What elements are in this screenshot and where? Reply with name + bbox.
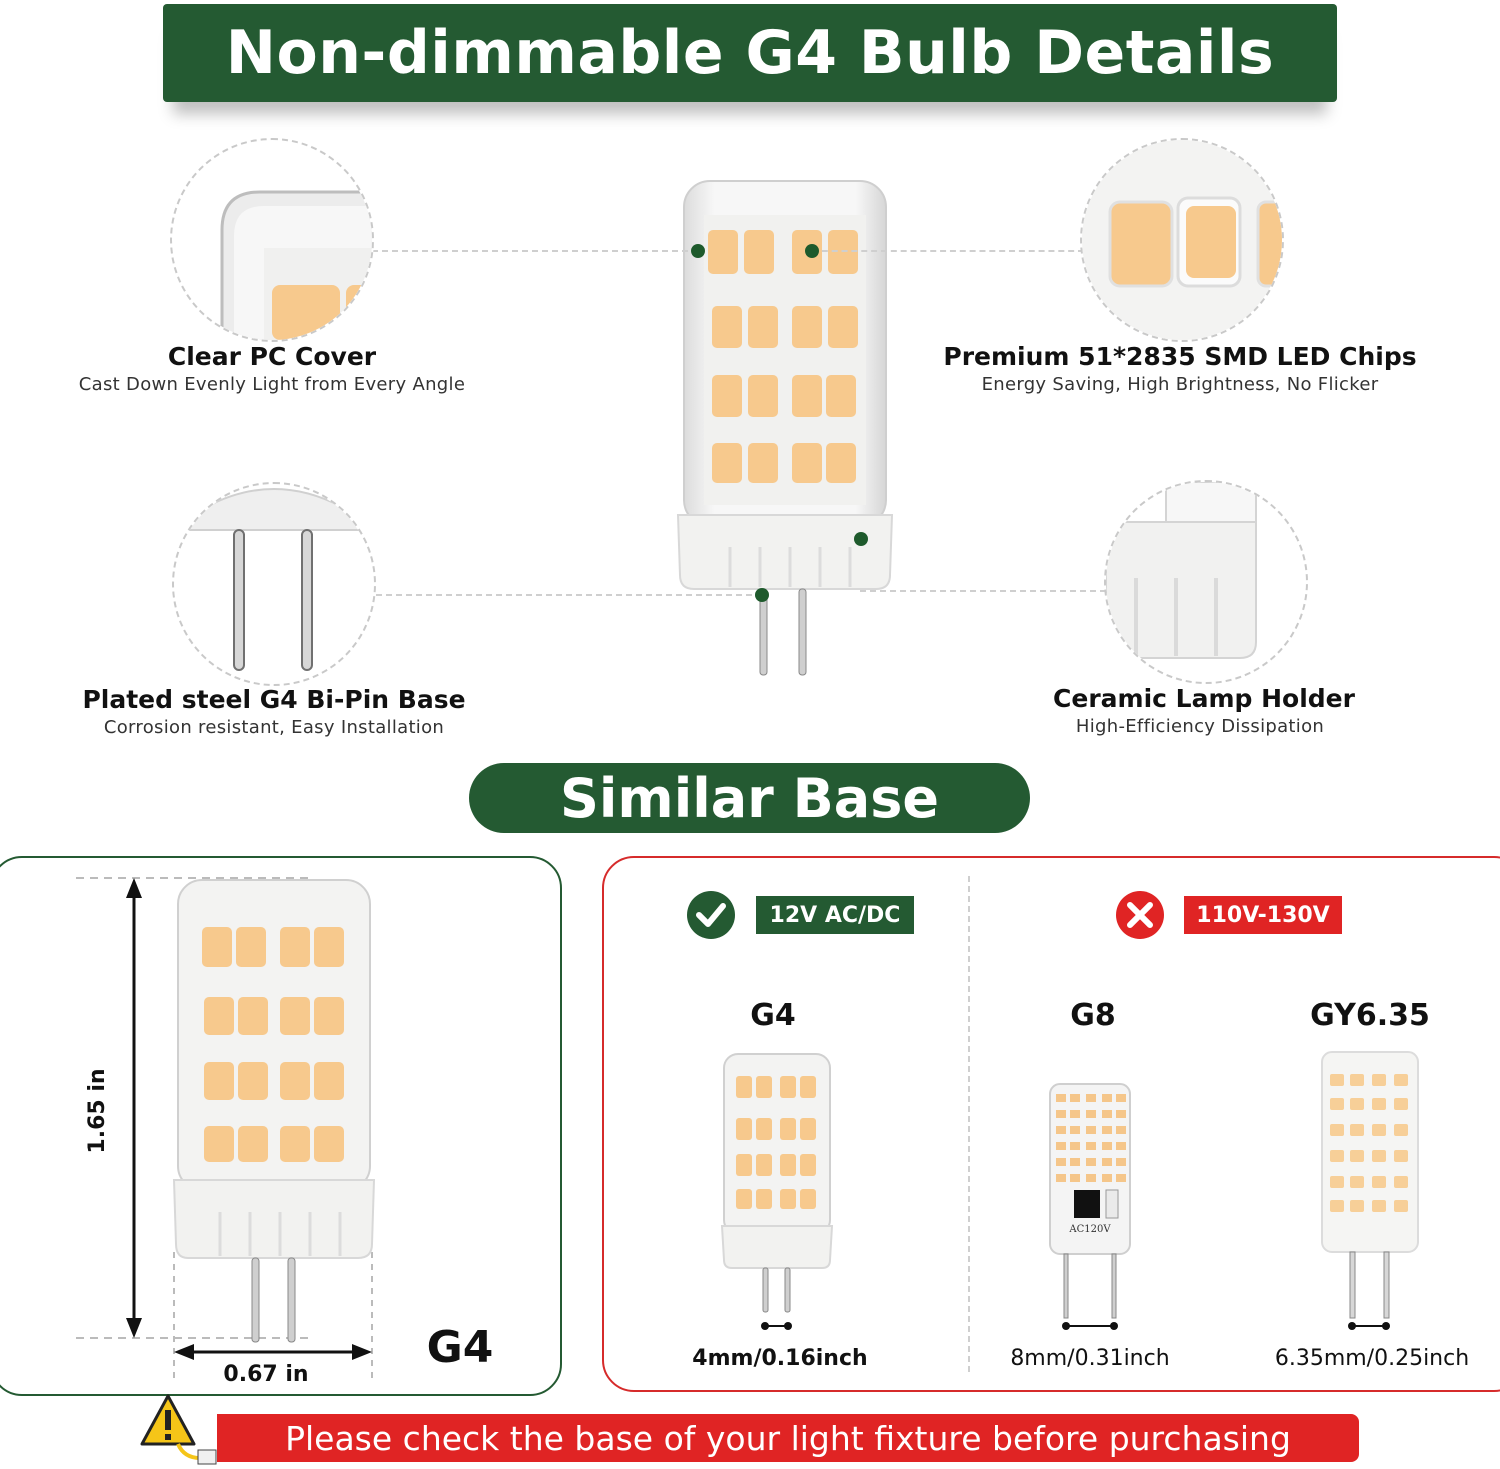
callout-line-chips — [812, 250, 1084, 252]
feature-subtitle-chips: Energy Saving, High Brightness, No Flicker — [981, 374, 1379, 395]
chips-closeup-circle — [1080, 138, 1284, 342]
compare-divider — [968, 876, 970, 1372]
callout-line-base — [376, 594, 762, 596]
main-bulb-image — [670, 175, 900, 705]
base-type-label: G4 — [426, 1322, 494, 1373]
holder-closeup-image — [1106, 482, 1306, 682]
warning-banner — [217, 1414, 1359, 1462]
feature-title-cover: Clear PC Cover — [167, 342, 377, 371]
pins-closeup-circle — [172, 482, 376, 686]
dimension-drawing — [70, 872, 410, 1392]
callout-dot — [854, 532, 868, 546]
g8-bulb-image — [1040, 1080, 1140, 1340]
feature-title-base: Plated steel G4 Bi-Pin Base — [82, 685, 466, 714]
feature-subtitle-cover: Cast Down Evenly Light from Every Angle — [78, 374, 466, 395]
ok-voltage-badge: 12V AC/DC — [756, 896, 914, 934]
height-dimension-label: 1.65 in — [85, 1068, 110, 1154]
warning-text: Please check the base of your light fixture before purchasing — [285, 1418, 1291, 1458]
feature-subtitle-holder: High-Efficiency Dissipation — [1075, 716, 1325, 737]
cross-icon — [1115, 890, 1165, 940]
callout-dot — [691, 244, 705, 258]
warning-icon — [138, 1392, 218, 1466]
similar-base-banner — [469, 763, 1030, 833]
similar-base-title: Similar Base — [560, 766, 939, 830]
feature-subtitle-base: Corrosion resistant, Easy Installation — [103, 717, 445, 738]
width-dimension-label: 0.67 in — [223, 1362, 309, 1387]
spacing-gy635: 6.35mm/0.25inch — [1274, 1346, 1470, 1371]
pins-closeup-image — [174, 484, 374, 684]
base-name-g8: G8 — [1070, 998, 1116, 1033]
callout-dot — [805, 244, 819, 258]
spacing-g8: 8mm/0.31inch — [1010, 1346, 1170, 1371]
callout-line-cover — [372, 250, 698, 252]
chips-closeup-image — [1082, 140, 1282, 340]
feature-title-chips: Premium 51*2835 SMD LED Chips — [943, 342, 1417, 371]
holder-closeup-circle — [1104, 480, 1308, 684]
g8-bulb-print: AC120V — [1069, 1224, 1111, 1235]
check-icon — [686, 890, 736, 940]
callout-dot — [755, 588, 769, 602]
base-name-g4: G4 — [750, 998, 796, 1033]
page-title: Non-dimmable G4 Bulb Details — [225, 18, 1275, 88]
spacing-g4: 4mm/0.16inch — [692, 1346, 868, 1371]
cover-closeup-image — [172, 140, 372, 340]
callout-line-holder — [860, 590, 1106, 592]
bad-voltage-badge: 110V-130V — [1184, 896, 1342, 934]
title-banner — [163, 4, 1337, 102]
base-name-gy635: GY6.35 — [1310, 998, 1430, 1033]
feature-title-holder: Ceramic Lamp Holder — [1053, 684, 1355, 713]
gy635-bulb-image — [1316, 1048, 1426, 1338]
cover-closeup-circle — [170, 138, 374, 342]
g4-bulb-image — [718, 1050, 838, 1340]
